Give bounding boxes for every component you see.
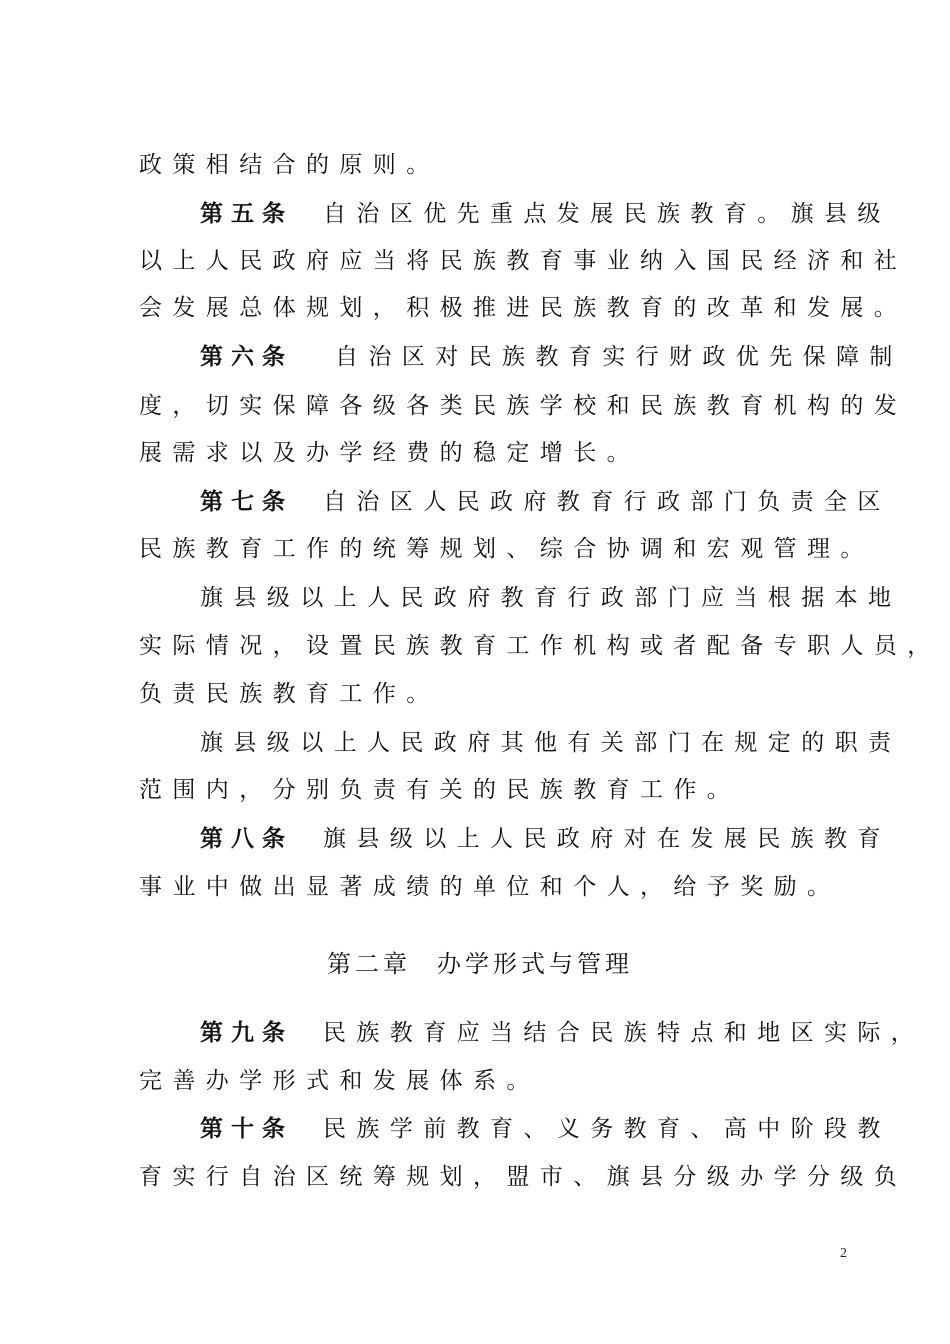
chapter-title: 办学形式与管理 — [437, 950, 633, 978]
text-line: 事业中做出显著成绩的单位和个人，给予奖励。 — [139, 874, 841, 900]
article-8-text: 旗县级以上人民政府对在发展民族教育 — [323, 826, 891, 852]
text-line: 政策相结合的原则。 — [139, 152, 440, 178]
chapter-number: 第二章 — [327, 950, 411, 978]
article-10-label: 第十条 — [200, 1116, 293, 1142]
article-9-first-line — [200, 1018, 924, 1048]
text-line: 会发展总体规划，积极推进民族教育的改革和发展。 — [139, 295, 908, 321]
text-line: 负责民族教育工作。 — [139, 681, 440, 707]
article-10-first-line — [200, 1114, 891, 1144]
article-5-text: 自治区优先重点发展民族教育。旗县级 — [323, 201, 891, 227]
article-7-label: 第七条 — [200, 489, 293, 515]
article-9-text: 民族教育应当结合民族特点和地区实际， — [323, 1020, 925, 1046]
article-6-first-line — [200, 342, 903, 372]
article-8-first-line — [200, 824, 891, 854]
chapter-heading — [327, 944, 633, 979]
text-line: 以上人民政府应当将民族教育事业纳入国民经济和社 — [139, 248, 908, 274]
article-6-text: 自治区对民族教育实行财政优先保障制 — [335, 344, 903, 370]
text-line: 育实行自治区统筹规划，盟市、旗县分级办学分级负 — [139, 1164, 908, 1190]
article-8-label: 第八条 — [200, 826, 293, 852]
page-number: 2 — [840, 1246, 847, 1261]
text-line: 旗县级以上人民政府其他有关部门在规定的职责 — [200, 730, 902, 756]
text-line: 度，切实保障各级各类民族学校和民族教育机构的发 — [139, 393, 908, 419]
text-line: 范围内，分别负责有关的民族教育工作。 — [139, 777, 741, 803]
text-line: 完善办学形式和发展体系。 — [139, 1068, 540, 1094]
article-10-text: 民族学前教育、义务教育、高中阶段教 — [323, 1116, 891, 1142]
text-line: 旗县级以上人民政府教育行政部门应当根据本地 — [200, 585, 902, 611]
text-line: 民族教育工作的统筹规划、综合协调和宏观管理。 — [139, 536, 874, 562]
text-line: 展需求以及办学经费的稳定增长。 — [139, 440, 640, 466]
article-7-text: 自治区人民政府教育行政部门负责全区 — [323, 489, 891, 515]
article-7-first-line — [200, 487, 891, 517]
article-9-label: 第九条 — [200, 1020, 293, 1046]
article-6-label: 第六条 — [200, 344, 293, 370]
text-line: 实际情况，设置民族教育工作机构或者配备专职人员， — [139, 633, 941, 659]
article-5-label: 第五条 — [200, 201, 293, 227]
article-5-first-line — [200, 199, 891, 229]
